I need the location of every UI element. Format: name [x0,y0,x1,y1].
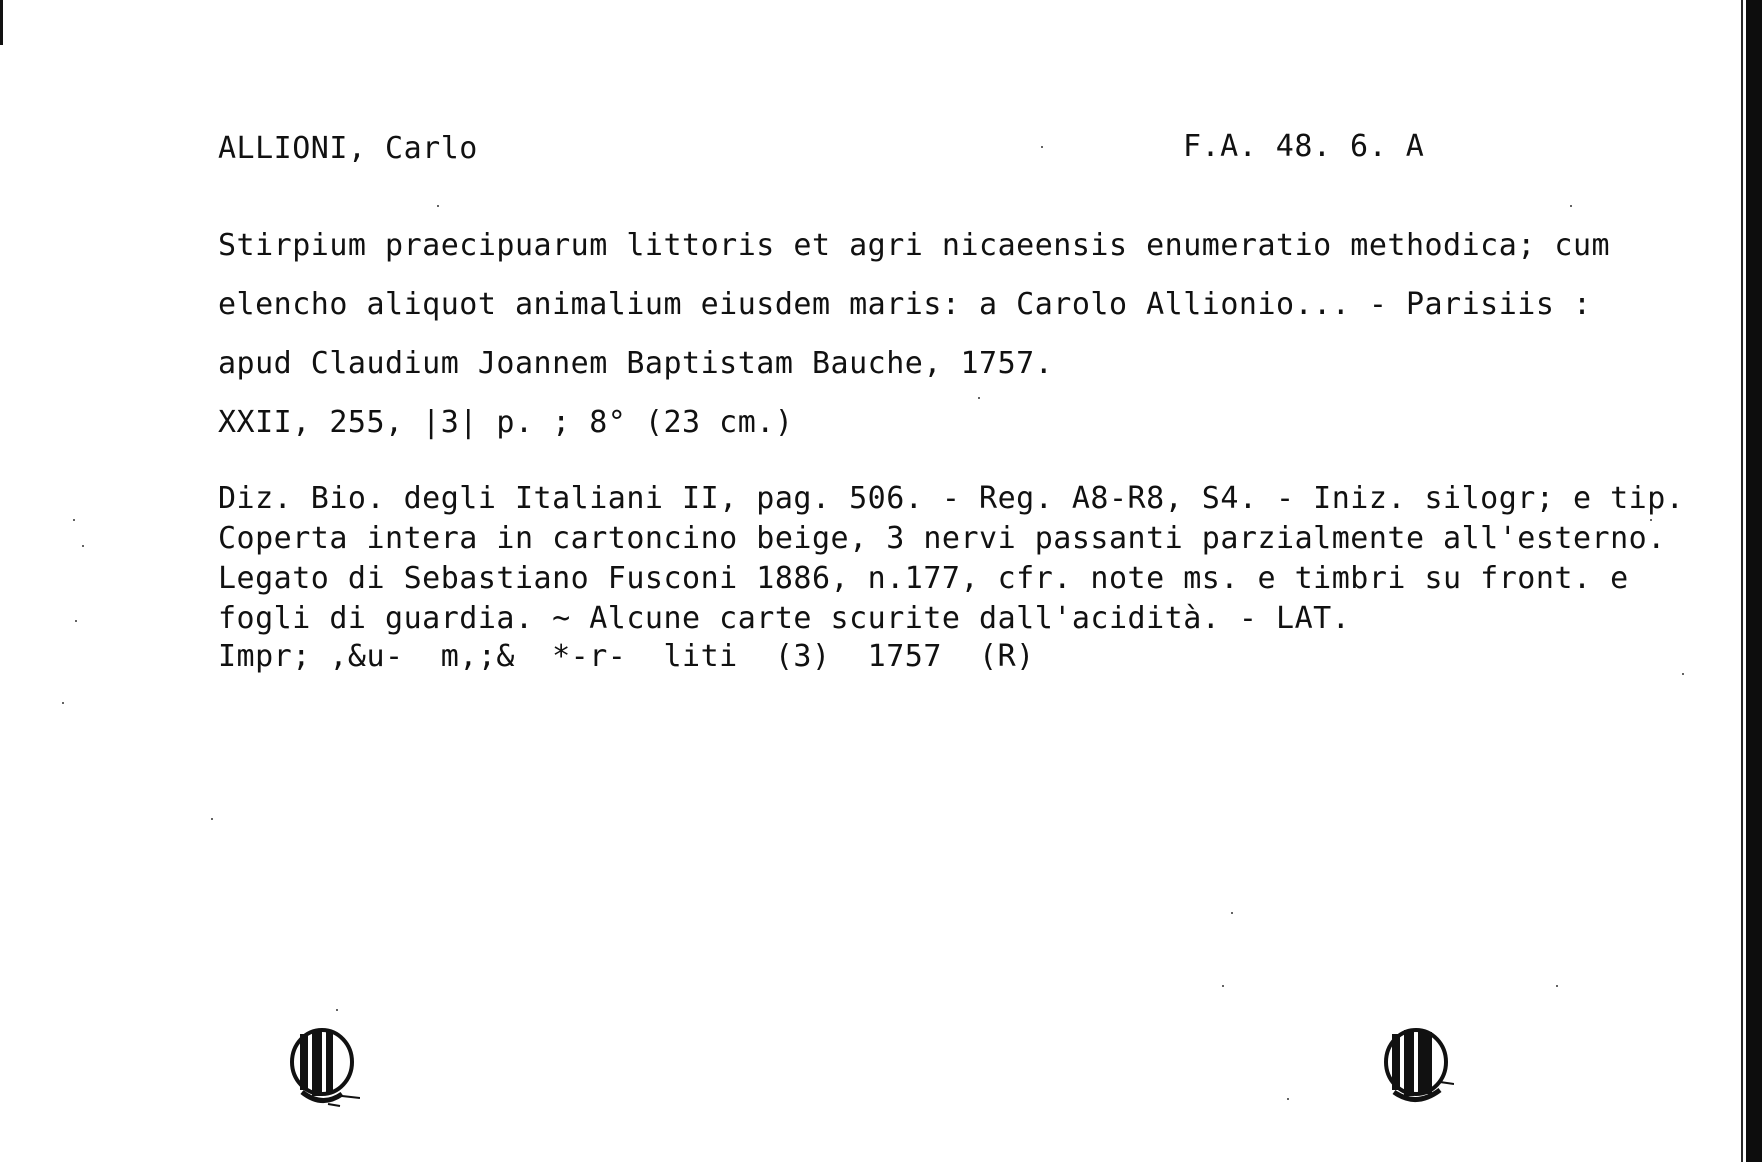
collation-line: XXII, 255, |3| p. ; 8° (23 cm.) [218,405,794,440]
scan-speck [437,205,439,207]
scan-speck [1041,146,1043,148]
title-line-2: elencho aliquot animalium eiusdem maris: a Carolo Allionio... - Parisiis : [218,287,1592,322]
note-line-2: Coperta intera in cartoncino beige, 3 nervi passanti parzialmente all'esterno. [218,521,1666,556]
binder-hole-right [1378,1022,1454,1112]
scan-speck [75,620,77,622]
scan-speck [1222,985,1224,987]
scan-speck [1570,205,1572,207]
note-line-4: fogli di guardia. ~ Alcune carte scurite dall'acidità. - LAT. [218,601,1351,636]
scan-speck [978,397,980,399]
scan-speck [211,818,213,820]
scan-speck [1556,985,1558,987]
author-heading: ALLIONI, Carlo [218,131,478,166]
note-line-1: Diz. Bio. degli Italiani II, pag. 506. - Reg. A8-R8, S4. - Iniz. silogr; e tip. [218,481,1685,516]
binder-hole-left [284,1022,360,1112]
scan-speck [82,545,84,547]
scan-speck [1650,519,1652,521]
card-right-edge [1746,0,1762,1162]
card-left-edge [0,0,3,45]
scan-speck [1231,912,1233,914]
shelfmark: F.A. 48. 6. A [1183,129,1425,164]
note-line-3: Legato di Sebastiano Fusconi 1886, n.177, cfr. note ms. e timbri su front. e [218,561,1629,596]
scan-speck [73,519,75,521]
scan-speck [62,702,64,704]
scan-speck [1287,1098,1289,1100]
scan-speck [336,1009,338,1011]
imprint-line: apud Claudium Joannem Baptistam Bauche, 1757. [218,346,1054,381]
scan-speck [1682,673,1684,675]
title-line-1: Stirpium praecipuarum littoris et agri nicaeensis enumeratio methodica; cum [218,228,1611,263]
fingerprint-line: Impr; ,&u- m,;& *-r- liti (3) 1757 (R) [218,639,1035,674]
